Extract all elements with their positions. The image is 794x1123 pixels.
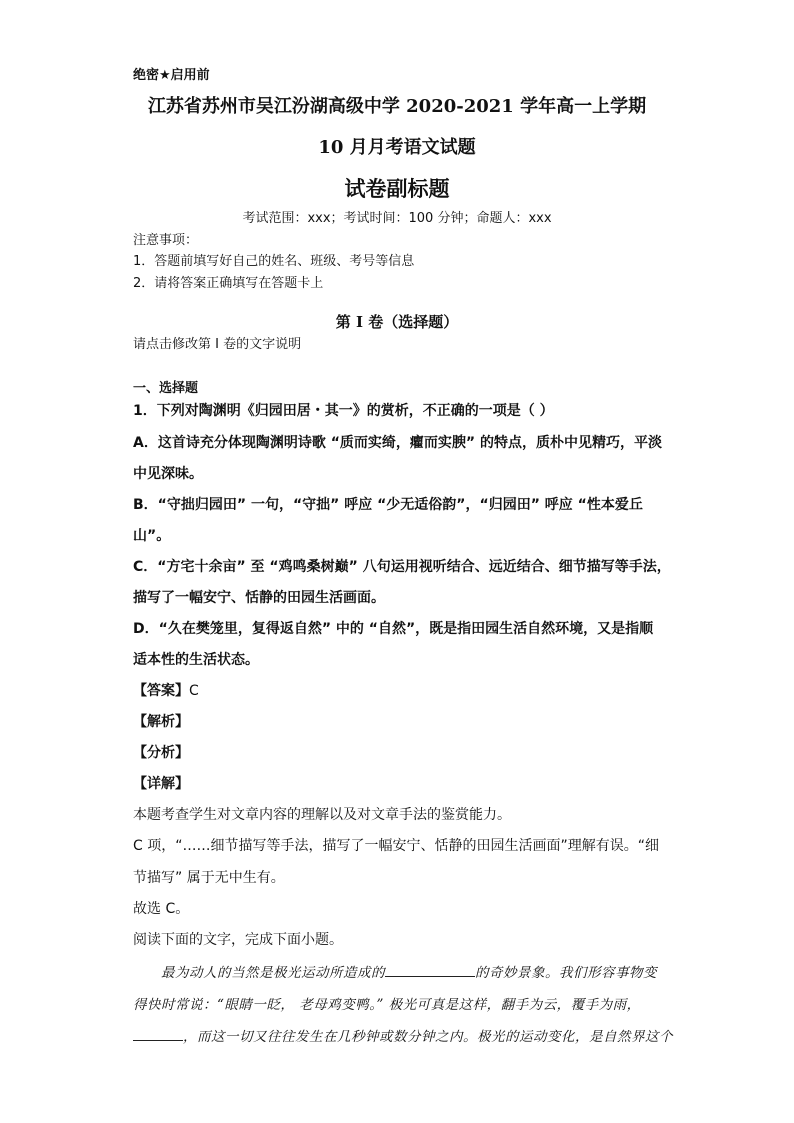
exam-info: 考试范围：xxx；考试时间：100 分钟；命题人：xxx bbox=[242, 211, 552, 226]
option-b-line-1: B．“守拙归园田” 一句，“守拙” 呼应 “少无适俗韵”，“归园田” 呼应 “性本爱丘 bbox=[133, 497, 643, 513]
notes-item-1: 1．答题前填写好自己的姓名、班级、考号等信息 bbox=[133, 254, 415, 269]
fenxi-label: 【分析】 bbox=[133, 745, 189, 761]
passage-line-3-text: ，而这一切又往往发生在几秒钟或数分钟之内。极光的运动变化，是自然界这个 bbox=[183, 1029, 673, 1045]
section-title: 一、选择题 bbox=[133, 381, 199, 396]
reading-intro: 阅读下面的文字，完成下面小题。 bbox=[133, 932, 343, 948]
volume-desc: 请点击修改第 I 卷的文字说明 bbox=[133, 337, 302, 352]
subtitle: 试卷副标题 bbox=[344, 177, 450, 201]
fill-blank-2[interactable] bbox=[133, 1028, 183, 1041]
option-c-line-2: 描写了一幅安宁、恬静的田园生活画面。 bbox=[133, 590, 385, 606]
passage-line-3 bbox=[133, 1025, 673, 1045]
option-a-line-2: 中见深味。 bbox=[133, 466, 203, 482]
detail-text-2a: C 项，“……细节描写等手法，描写了一幅安宁、恬静的田园生活画面”理解有误。“细 bbox=[133, 838, 659, 854]
notes-item-2: 2．请将答案正确填写在答题卡上 bbox=[133, 276, 324, 291]
passage-line-2: 得快时常说：“眼睛一眨， 老母鸡变鸭。” 极光可真是这样，翻手为云，覆手为雨， bbox=[133, 997, 641, 1013]
volume-title: 第 I 卷（选择题） bbox=[335, 313, 459, 331]
detail-text-2b: 节描写” 属于无中生有。 bbox=[133, 870, 285, 886]
answer-line bbox=[133, 680, 199, 700]
answer-label: 【答案】 bbox=[133, 683, 189, 699]
question-stem: 1．下列对陶渊明《归园田居・其一》的赏析，不正确的一项是（ ） bbox=[133, 403, 554, 419]
option-c-line-1: C．“方宅十余亩” 至 “鸡鸣桑树巅” 八句运用视听结合、远近结合、细节描写等手法， bbox=[133, 559, 671, 575]
option-b-line-2: 山”。 bbox=[133, 528, 171, 544]
conclusion: 故选 C。 bbox=[133, 901, 190, 917]
passage-line-1 bbox=[161, 961, 657, 981]
fill-blank-1[interactable] bbox=[385, 964, 475, 977]
notes-heading: 注意事项： bbox=[133, 233, 199, 248]
option-d-line-2: 适本性的生活状态。 bbox=[133, 652, 259, 668]
detail-text-1: 本题考查学生对文章内容的理解以及对文章手法的鉴赏能力。 bbox=[133, 807, 511, 823]
passage-line-1-a: 最为动人的当然是极光运动所造成的 bbox=[161, 965, 385, 981]
answer-value: C bbox=[189, 683, 199, 699]
title-line-2: 10 月月考语文试题 bbox=[318, 137, 476, 158]
detail-label: 【详解】 bbox=[133, 776, 189, 792]
title-line-1: 江苏省苏州市吴江汾湖高级中学 2020-2021 学年高一上学期 bbox=[147, 96, 647, 117]
secret-mark: 绝密★启用前 bbox=[133, 68, 210, 83]
option-a-line-1: A．这首诗充分体现陶渊明诗歌 “质而实绮，癯而实腴” 的特点，质朴中见精巧，平淡 bbox=[133, 435, 662, 451]
analysis-label: 【解析】 bbox=[133, 714, 189, 730]
passage-line-1-b: 的奇妙景象。我们形容事物变 bbox=[475, 965, 657, 981]
option-d-line-1: D．“久在樊笼里，复得返自然” 中的 “自然”，既是指田园生活自然环境，又是指顺 bbox=[133, 621, 654, 637]
